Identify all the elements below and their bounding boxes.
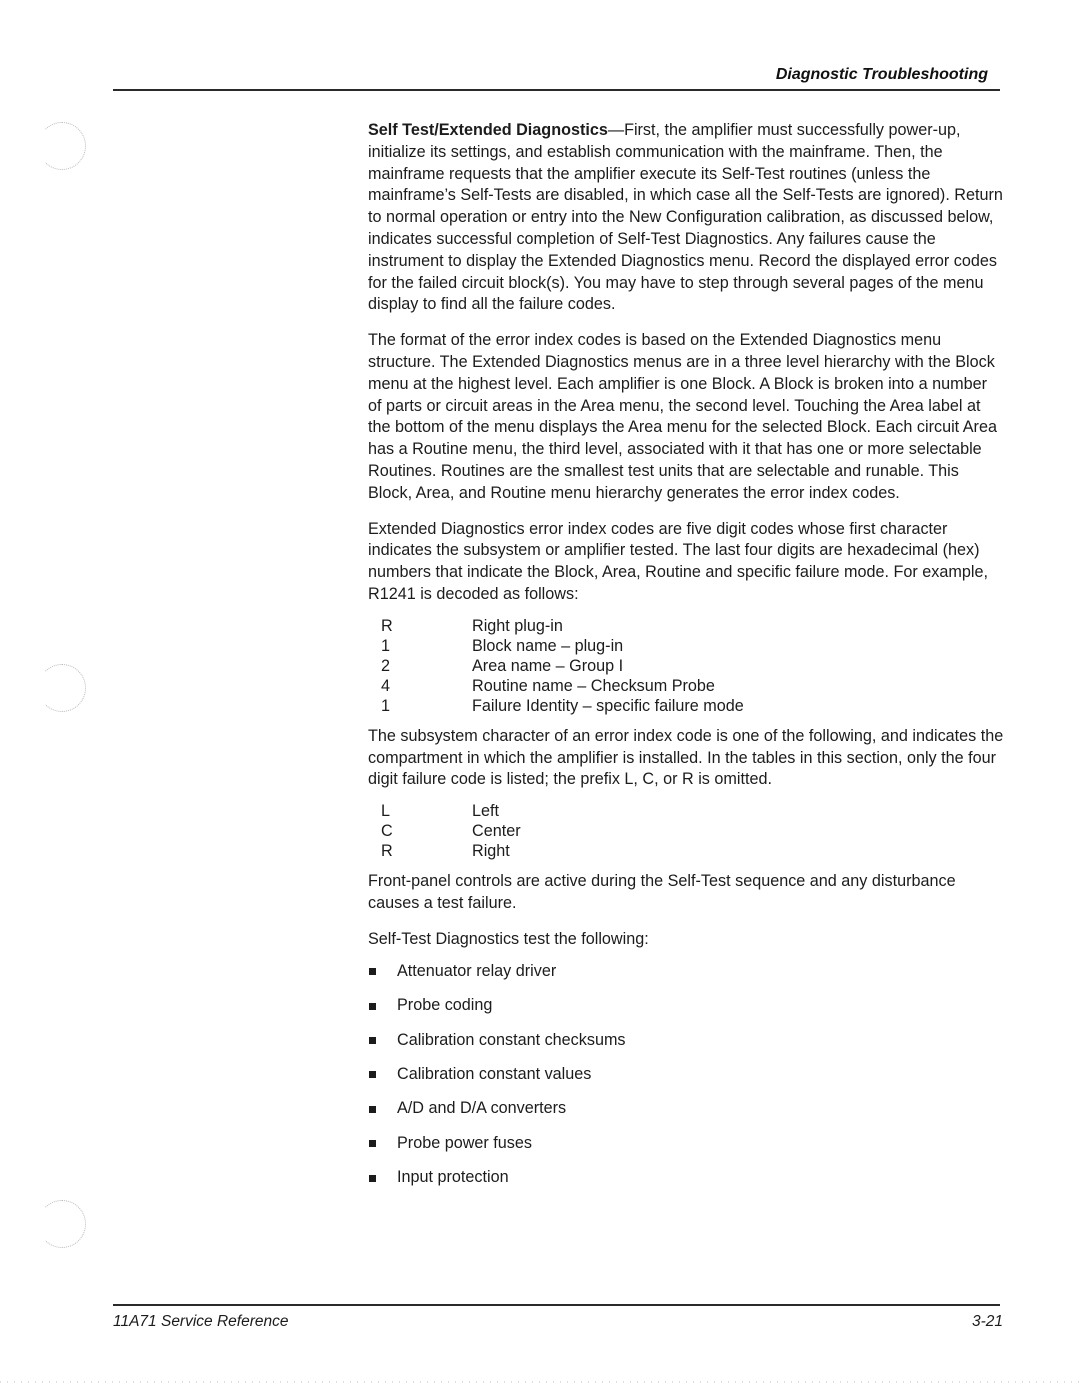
- subsystem-desc: Left: [472, 802, 500, 821]
- paragraph-error-format: The format of the error index codes is based on the Extended Diagnostics menu structure. The Extended Diagnostics menus are in a three level hierarchy with the Block menu at the highest level. Each amplifier is one Block. A Block is broken into a number of parts or circuit areas in the Area menu, the second level. Touching the Area label at the bottom of the menu displays the Area menu for the selected Block. Each circuit Area has a Routine menu, the third level, associated with it that has one or more selectable Routines. Routines are the smallest test units that are selectable and runable. This Block, Area, and Routine menu hierarchy generates the error index codes.: [368, 331, 997, 502]
- bullet-icon: [369, 1106, 376, 1113]
- decode-desc: Failure Identity – specific failure mode: [472, 696, 744, 715]
- decode-desc: Right plug-in: [472, 616, 563, 635]
- list-item: [368, 1161, 1004, 1195]
- bullet-icon: [369, 1175, 376, 1182]
- scan-artifact: [0, 1381, 1080, 1383]
- decode-table: [368, 616, 1004, 716]
- bullet-icon: [369, 1003, 376, 1010]
- paragraph-tests-intro: Self-Test Diagnostics test the following:: [368, 929, 649, 948]
- list-item: [368, 1058, 1004, 1092]
- tests-list: [368, 955, 1004, 1196]
- list-item-text: Probe coding: [397, 996, 493, 1015]
- running-header: Diagnostic Troubleshooting: [775, 66, 988, 83]
- binder-hole-icon: [38, 1200, 86, 1248]
- list-item-text: Attenuator relay driver: [397, 961, 557, 980]
- page-content: [368, 120, 1004, 1195]
- bullet-icon: [369, 1140, 376, 1147]
- decode-row: [368, 616, 1004, 636]
- subsystem-key: L: [381, 802, 391, 821]
- decode-desc: Area name – Group I: [472, 656, 624, 675]
- decode-row: [368, 696, 1004, 716]
- paragraph-self-test: [368, 120, 1004, 316]
- decode-desc: Routine name – Checksum Probe: [472, 676, 715, 695]
- paragraph-front-panel: Front-panel controls are active during the Self-Test sequence and any disturbance causes a test failure.: [368, 872, 956, 912]
- paragraph-error-codes: Extended Diagnostics error index codes are five digit codes whose first character indicates the subsystem or amplifier tested. The last four digits are hexadecimal (hex) numbers that indicate the Block, Area, Routine and specific failure mode. For example, R1241 is decoded as follows:: [368, 519, 988, 603]
- paragraph-subsystem: The subsystem character of an error index code is one of the following, and indicates the compartment in which the amplifier is installed. In the tables in this section, only the four digit failure code is listed; the prefix L, C, or R is omitted.: [368, 726, 1004, 789]
- decode-key: 2: [381, 656, 391, 675]
- list-item: [368, 989, 1004, 1023]
- footer-rule: [113, 1304, 1000, 1306]
- subsystem-row: [368, 841, 1004, 861]
- decode-row: [368, 636, 1004, 656]
- footer-manual-title: 11A71 Service Reference: [113, 1313, 289, 1330]
- subsystem-table: [368, 801, 1004, 861]
- list-item: [368, 1023, 1004, 1057]
- decode-key: R: [381, 616, 393, 635]
- decode-key: 1: [381, 636, 391, 655]
- subsystem-row: [368, 801, 1004, 821]
- header-rule: [113, 89, 1000, 91]
- list-item: [368, 955, 1004, 989]
- decode-row: [368, 656, 1004, 676]
- list-item-text: Probe power fuses: [397, 1133, 532, 1152]
- decode-key: 4: [381, 676, 391, 695]
- binder-hole-icon: [38, 664, 86, 712]
- decode-row: [368, 676, 1004, 696]
- decode-desc: Block name – plug-in: [472, 636, 624, 655]
- list-item: [368, 1126, 1004, 1160]
- paragraph-lead: Self Test/Extended Diagnostics: [368, 121, 608, 139]
- paragraph-text: —First, the amplifier must successfully power-up, initialize its settings, and establish communication with the mainframe. Then, the mainframe requests that the amplifier execute its Self-Test routines (unless the mainframe’s Self-Tests are disabled, in which case all the Self-Tests are ignored). Return to normal operation or entry into the New Configuration calibration, as discussed below, indicates successful completion of Self-Test Diagnostics. Any failures cause the instrument to display the Extended Diagnostics menu. Record the displayed error codes for the failed circuit block(s). You may have to step through several pages of the menu display to find all the failure codes.: [368, 121, 1003, 314]
- list-item-text: Calibration constant checksums: [397, 1030, 626, 1049]
- subsystem-key: R: [381, 842, 393, 861]
- bullet-icon: [369, 1071, 376, 1078]
- bullet-icon: [369, 968, 376, 975]
- footer-page-number: 3-21: [971, 1313, 1003, 1330]
- subsystem-row: [368, 821, 1004, 841]
- list-item-text: A/D and D/A converters: [397, 1099, 567, 1118]
- list-item-text: Input protection: [397, 1168, 509, 1187]
- binder-hole-icon: [38, 122, 86, 170]
- list-item-text: Calibration constant values: [397, 1064, 592, 1083]
- bullet-icon: [369, 1037, 376, 1044]
- subsystem-key: C: [381, 822, 393, 841]
- subsystem-desc: Right: [472, 842, 510, 861]
- subsystem-desc: Center: [472, 822, 521, 841]
- decode-key: 1: [381, 696, 391, 715]
- list-item: [368, 1092, 1004, 1126]
